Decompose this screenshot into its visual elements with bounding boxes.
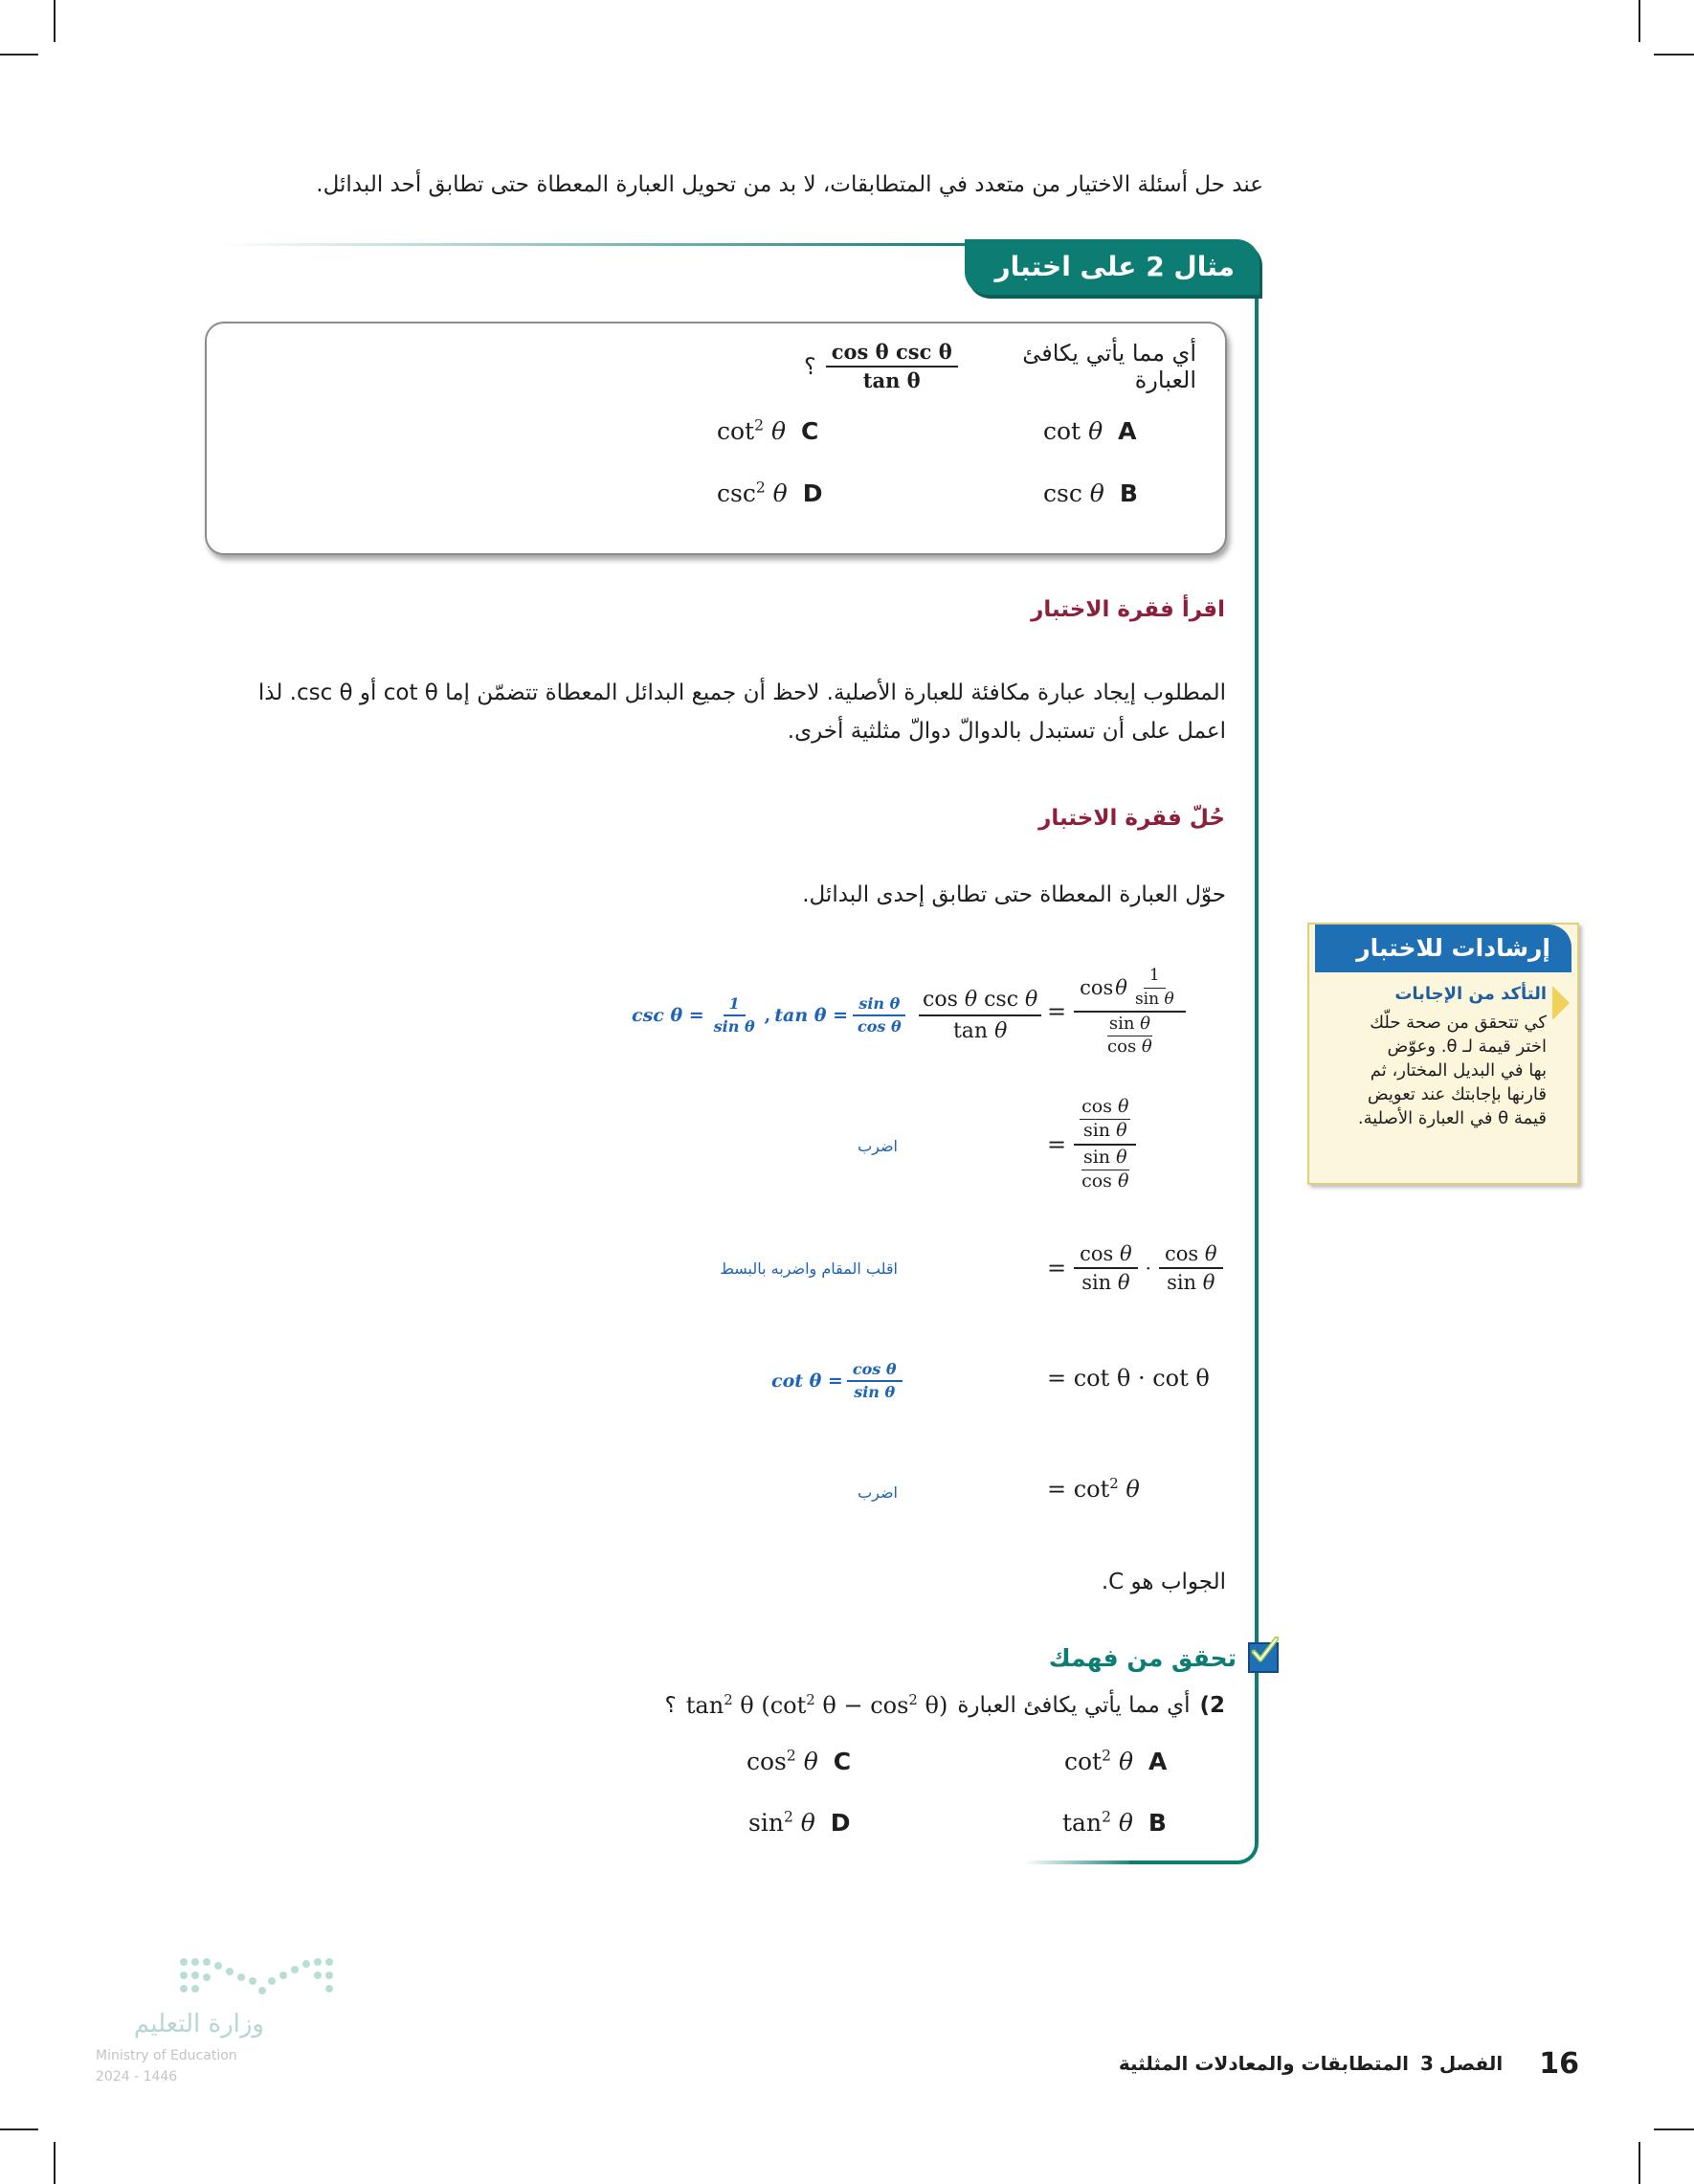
checkbox-icon xyxy=(1248,1642,1279,1673)
note-tan: tan θ = xyxy=(774,1005,848,1027)
lhs-fraction: $\frac{\text{cos θ csc θ}}{\text{tan θ}}$ xyxy=(919,988,1041,1044)
fraction-denominator: cos θ xyxy=(858,1017,902,1036)
expr-exp: 2 xyxy=(1109,1475,1119,1492)
solve-instruction: حوّل العبارة المعطاة حتى تطابق إحدى البدائل. xyxy=(802,882,1226,907)
option-c xyxy=(717,417,818,445)
option-letter: A xyxy=(1118,417,1137,445)
solve-heading: حُلّ فقرة الاختبار xyxy=(1038,806,1225,831)
option-letter: D xyxy=(830,1809,851,1837)
check-question xyxy=(651,1692,1225,1719)
option-d xyxy=(717,479,822,507)
check-option-b: $\tan^2 \theta$ B xyxy=(1062,1808,1167,1837)
crop-mark xyxy=(1638,2142,1640,2184)
step1-lhs xyxy=(919,988,1041,1044)
question-prefix: أي مما يأتي يكافئ العبارة xyxy=(957,1693,1191,1718)
step5-note: اضرب xyxy=(858,1483,898,1502)
complex-fraction: cos θ $\frac{1}{\text{sin θ}}$ sin θ cos θ xyxy=(1074,967,1186,1057)
check-heading-text: تحقق من فهمك xyxy=(1048,1643,1237,1672)
hint-line: اختر قيمة لـ θ. وعوّض xyxy=(1387,1036,1547,1057)
banner-prefix: مثال xyxy=(1173,251,1235,282)
note-fraction xyxy=(852,995,907,1036)
logo-arabic: وزارة التعليم xyxy=(133,2010,264,2039)
option-letter: C xyxy=(833,1748,852,1775)
chapter-number: 3 xyxy=(1420,2052,1434,2075)
question-expression: $\tan^2 \theta$ ($\cot^2$ $\theta - \cos^2 \theta$) xyxy=(685,1691,948,1719)
step5-expr xyxy=(1047,1476,1140,1503)
note-csc: csc θ = xyxy=(632,1005,704,1027)
complex-fraction: cos θ sin θ sin θ cos θ xyxy=(1074,1097,1136,1192)
crop-mark xyxy=(1654,2128,1694,2130)
option-exp: 2 xyxy=(755,479,766,497)
option-a xyxy=(1043,417,1136,445)
crop-mark xyxy=(0,2128,38,2130)
expr-fn: = cot xyxy=(1047,1476,1110,1503)
option-var: θ xyxy=(1089,479,1104,507)
step3-note: اقلب المقام واضربه بالبسط xyxy=(720,1259,898,1278)
check-option-a: $\cot^2 \theta$ A xyxy=(1064,1747,1168,1775)
hint-line: بها في البديل المختار، ثم xyxy=(1370,1060,1547,1081)
fraction-denominator: sin θ xyxy=(854,1383,896,1402)
option-var: θ xyxy=(1088,417,1103,445)
banner-number: 2 xyxy=(1146,251,1165,282)
page-number: 16 xyxy=(1539,2046,1579,2081)
step3-expr: = $\frac{\text{cos θ}}{\text{sin θ}}$ · $\frac{\text{cos θ}}{\text{sin θ}}$ xyxy=(1047,1242,1223,1294)
intro-text: عند حل أسئلة الاختيار من متعدد في المتطابقات، لا بد من تحويل العبارة المعطاة حتى تطابق أحد البدائل. xyxy=(316,172,1263,197)
step4-expr: = cot θ · cot θ xyxy=(1047,1365,1210,1392)
read-body: المطلوب إيجاد عبارة مكافئة للعبارة الأصلية. لاحظ أن جميع البدائل المعطاة تتضمّن إما cot θ أو csc θ. لذا اعمل على أن تستبدل بالدوالّ دوالّ مثلثية أخرى. xyxy=(257,680,1226,744)
fraction-numerator: 1 xyxy=(724,995,746,1016)
read-heading: اقرأ فقرة الاختبار xyxy=(1031,597,1225,622)
question-mark: ؟ xyxy=(804,353,816,380)
option-fn: cot xyxy=(1043,417,1081,445)
question-prefix: أي مما يأتي يكافئ العبارة xyxy=(1022,340,1196,393)
fraction-numerator: cos θ csc θ xyxy=(826,341,958,368)
hint-line: قيمة θ في العبارة الأصلية. xyxy=(1357,1108,1547,1128)
fraction-denominator: sin θ xyxy=(713,1017,755,1036)
note-fraction xyxy=(847,1361,903,1402)
fraction-numerator: sin θ xyxy=(853,995,905,1016)
example-question xyxy=(804,337,1196,396)
hint-body xyxy=(1321,1011,1547,1130)
crop-mark xyxy=(54,2142,56,2184)
option-letter: B xyxy=(1119,479,1138,507)
check-option-d: $\sin^2 \theta$ D xyxy=(748,1808,851,1837)
chapter-label: الفصل xyxy=(1438,2052,1504,2075)
option-var: θ xyxy=(772,479,788,507)
hint-subtitle: التأكد من الإجابات xyxy=(1394,984,1547,1004)
hint-line: كي تتحقق من صحة حلّك xyxy=(1370,1013,1547,1033)
question-number: 2) xyxy=(1199,1693,1225,1718)
question-fraction xyxy=(826,341,958,392)
hint-pointer xyxy=(1552,986,1570,1020)
option-letter: C xyxy=(800,417,819,445)
crop-mark xyxy=(0,54,38,56)
option-fn: csc xyxy=(717,479,756,507)
step2-note: اضرب xyxy=(858,1137,898,1155)
check-option-c: $\cos^2 \theta$ C xyxy=(747,1747,852,1775)
step4-note xyxy=(771,1361,903,1402)
option-letter: A xyxy=(1148,1748,1168,1775)
option-fn: csc xyxy=(1043,479,1082,507)
option-b xyxy=(1043,479,1138,507)
answer-text: الجواب هو C. xyxy=(1101,1570,1226,1594)
check-heading xyxy=(957,1638,1279,1677)
option-letter: D xyxy=(802,479,823,507)
logo-dots-icon xyxy=(176,1952,348,2000)
step1-rhs: = cos θ $\frac{1}{\text{sin θ}}$ sin θ cos θ xyxy=(1047,967,1186,1057)
example-top-rule xyxy=(220,243,976,246)
fraction-numerator: cos θ xyxy=(847,1361,903,1382)
crop-mark xyxy=(1638,0,1640,42)
chapter-title: المتطابقات والمعادلات المثلثية xyxy=(1118,2052,1409,2075)
crop-mark xyxy=(1654,54,1694,56)
example-frame-bottom xyxy=(1024,1861,1139,1864)
example-banner xyxy=(965,239,1259,295)
question-mark: ؟ xyxy=(664,1693,677,1718)
banner-suffix: على اختبار xyxy=(994,251,1137,282)
hint-title: إرشادات للاختبار xyxy=(1315,925,1571,972)
hint-line: قارنها بإجابتك عند تعويض xyxy=(1367,1084,1547,1104)
ministry-logo xyxy=(92,1952,341,2106)
option-var: θ xyxy=(770,417,786,445)
logo-year: 2024 - 1446 xyxy=(96,2069,178,2084)
option-fn: cot xyxy=(717,417,755,445)
step2-expr: = cos θ sin θ sin θ cos θ xyxy=(1047,1097,1136,1192)
crop-mark xyxy=(54,0,56,42)
footer xyxy=(957,2044,1579,2083)
step1-note: csc θ = $\frac{1}{\text{sin θ}}$ , tan θ = $\frac{\text{sin θ}}{\text{cos θ}}$ xyxy=(632,995,907,1036)
option-exp: 2 xyxy=(754,416,764,435)
fraction-denominator: tan θ xyxy=(862,368,921,392)
option-letter: B xyxy=(1148,1809,1167,1837)
expr-var: θ xyxy=(1126,1476,1140,1503)
note-fraction xyxy=(708,995,761,1036)
logo-english: Ministry of Education xyxy=(96,2048,237,2063)
note-cot: cot θ = xyxy=(771,1371,843,1393)
